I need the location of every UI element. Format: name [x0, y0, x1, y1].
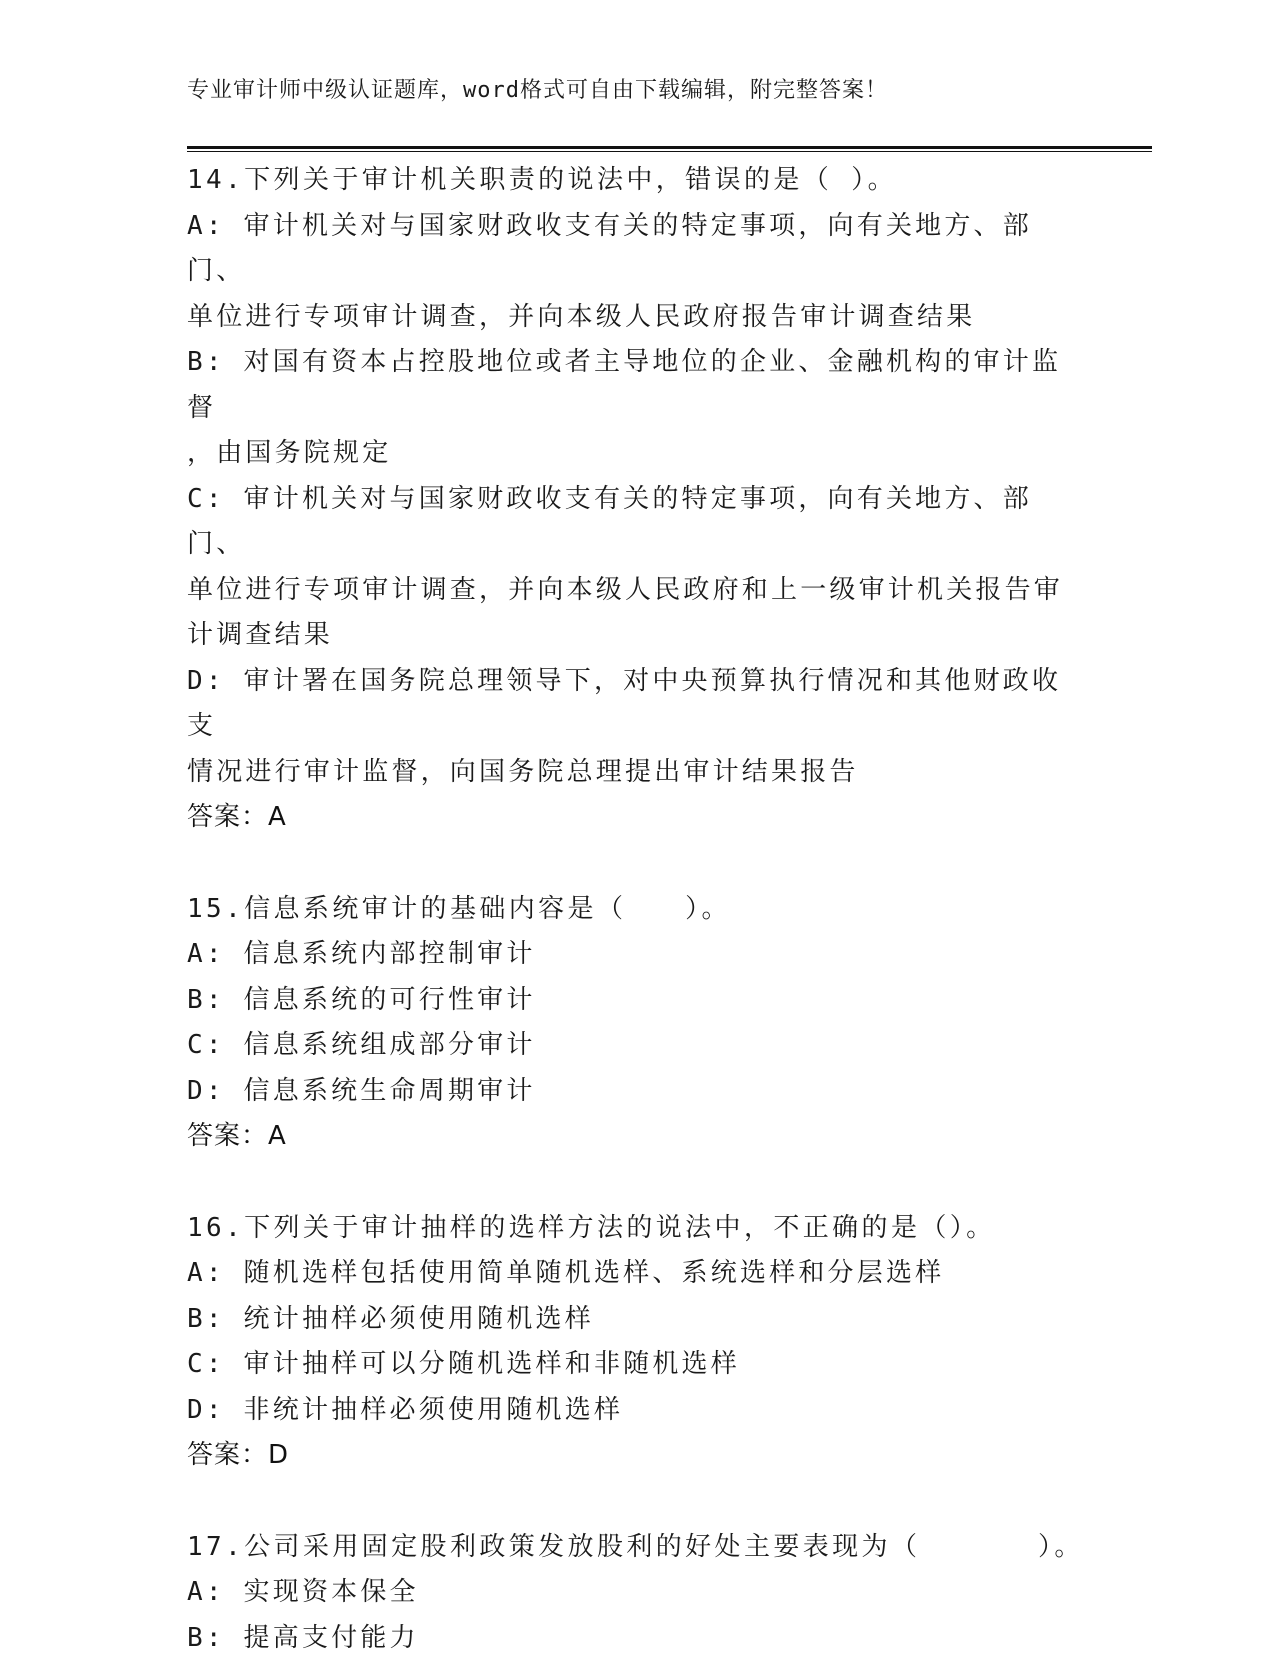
option-text-line: B: 提高支付能力 — [187, 1616, 1087, 1661]
answer-option — [187, 1570, 1087, 1616]
answer-option — [187, 978, 1087, 1024]
question-list — [187, 158, 1087, 1661]
question-stem: 17.公司采用固定股利政策发放股利的好处主要表现为（ ）。 — [187, 1525, 1087, 1571]
answer-key: 答案：D — [187, 1433, 1087, 1479]
answer-option — [187, 1251, 1087, 1297]
option-text-line: A: 随机选样包括使用简单随机选样、系统选样和分层选样 — [187, 1251, 1087, 1297]
question-stem: 16.下列关于审计抽样的选样方法的说法中，不正确的是（）。 — [187, 1206, 1087, 1252]
option-text-line: C: 审计机关对与国家财政收支有关的特定事项，向有关地方、部门、 — [187, 477, 1087, 568]
option-text-line: C: 审计抽样可以分随机选样和非随机选样 — [187, 1342, 1087, 1388]
answer-option — [187, 1342, 1087, 1388]
option-text-line: C: 信息系统组成部分审计 — [187, 1023, 1087, 1069]
answer-option — [187, 1388, 1087, 1434]
option-text-line: 计调查结果 — [187, 613, 1087, 659]
question-block — [187, 1525, 1087, 1661]
option-text-line: B: 对国有资本占控股地位或者主导地位的企业、金融机构的审计监督 — [187, 340, 1087, 431]
option-text-line: D: 信息系统生命周期审计 — [187, 1069, 1087, 1115]
answer-option — [187, 932, 1087, 978]
option-text-line: 情况进行审计监督，向国务院总理提出审计结果报告 — [187, 750, 1087, 796]
option-text-line: D: 非统计抽样必须使用随机选样 — [187, 1388, 1087, 1434]
answer-option — [187, 204, 1087, 341]
option-text-line: A: 实现资本保全 — [187, 1570, 1087, 1616]
answer-option — [187, 1297, 1087, 1343]
header-divider-thin — [187, 151, 1152, 152]
answer-option — [187, 1069, 1087, 1115]
question-block — [187, 887, 1087, 1160]
option-text-line: B: 统计抽样必须使用随机选样 — [187, 1297, 1087, 1343]
page-header: 专业审计师中级认证题库，word格式可自由下载编辑，附完整答案！ — [187, 76, 888, 106]
answer-option — [187, 1616, 1087, 1661]
question-stem: 14.下列关于审计机关职责的说法中，错误的是（ ）。 — [187, 158, 1087, 204]
option-text-line: D: 审计署在国务院总理领导下，对中央预算执行情况和其他财政收支 — [187, 659, 1087, 750]
answer-option — [187, 1023, 1087, 1069]
option-text-line: 单位进行专项审计调查，并向本级人民政府报告审计调查结果 — [187, 295, 1087, 341]
answer-option — [187, 477, 1087, 659]
answer-option — [187, 659, 1087, 796]
answer-option — [187, 340, 1087, 477]
question-block — [187, 1206, 1087, 1479]
question-stem: 15.信息系统审计的基础内容是（ ）。 — [187, 887, 1087, 933]
option-text-line: A: 审计机关对与国家财政收支有关的特定事项，向有关地方、部门、 — [187, 204, 1087, 295]
answer-key: 答案：A — [187, 1114, 1087, 1160]
answer-key: 答案：A — [187, 795, 1087, 841]
option-text-line: 单位进行专项审计调查，并向本级人民政府和上一级审计机关报告审 — [187, 568, 1087, 614]
header-divider-thick — [187, 146, 1152, 149]
option-text-line: A: 信息系统内部控制审计 — [187, 932, 1087, 978]
option-text-line: ，由国务院规定 — [187, 431, 1087, 477]
question-block — [187, 158, 1087, 841]
option-text-line: B: 信息系统的可行性审计 — [187, 978, 1087, 1024]
